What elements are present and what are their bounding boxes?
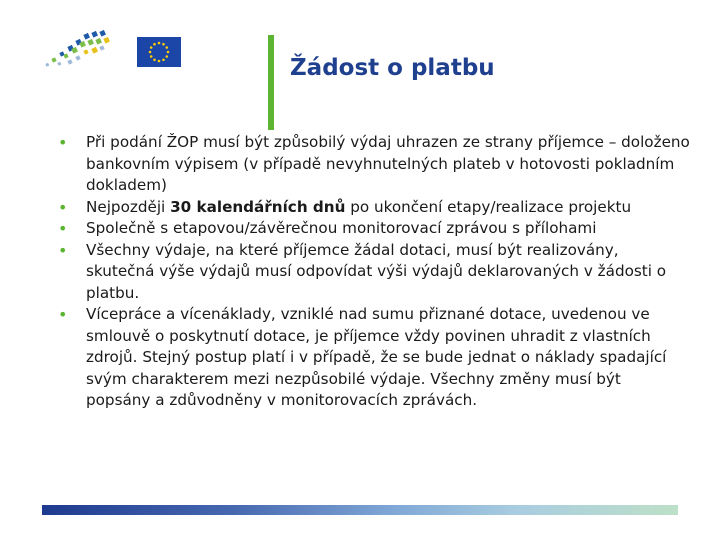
title-accent-bar <box>268 35 274 130</box>
bullet-dot-icon: • <box>58 133 68 152</box>
list-item <box>0 218 720 240</box>
deadline-highlight: 30 kalendářních dnů <box>170 197 346 216</box>
bullet-dot-icon: • <box>58 219 68 238</box>
dots-logo-icon <box>40 30 112 70</box>
eu-flag-icon <box>137 37 181 67</box>
list-item <box>0 304 720 412</box>
bullet-dot-icon: • <box>58 240 68 260</box>
bullet-text: Vícepráce a vícenáklady, vzniklé nad sumu přiznané dotace, uvedenou ve smlouvě o poskytnutí dotace, je příjemce vždy povinen uhradit z vlastních zdrojů. Stejný postup platí i v případě, že se bude jednat o náklady spadající svým charakterem mezi nezpůsobilé výdaje. Všechny změny musí být popsány a zdůvodněny v monitorovacích zprávách. <box>86 305 667 409</box>
bullet-list <box>0 132 720 412</box>
bullet-dot-icon: • <box>58 305 68 324</box>
bullet-text-before: Nejpozději <box>86 197 171 216</box>
bullet-text: Společně s etapovou/závěrečnou monitorovací zprávou s přílohami <box>86 219 597 237</box>
footer-gradient-bar <box>42 505 678 515</box>
list-item <box>0 197 720 219</box>
bullet-text: Při podání ŽOP musí být způsobilý výdaj uhrazen ze strany příjemce – doloženo bankovním výpisem (v případě nevyhnutelných plateb v hotovosti pokladním dokladem) <box>86 133 690 194</box>
bullet-text: Všechny výdaje, na které příjemce žádal dotaci, musí být realizovány, skutečná výše výdajů musí odpovídat výši výdajů deklarovaných v žádosti o platbu. <box>86 240 667 302</box>
bullet-text-after: po ukončení etapy/realizace projektu <box>345 197 632 216</box>
bullet-text <box>86 197 690 219</box>
page-title: Žádost o platbu <box>290 55 495 81</box>
list-item <box>0 132 720 197</box>
bullet-dot-icon: • <box>58 197 68 217</box>
list-item <box>0 240 720 305</box>
